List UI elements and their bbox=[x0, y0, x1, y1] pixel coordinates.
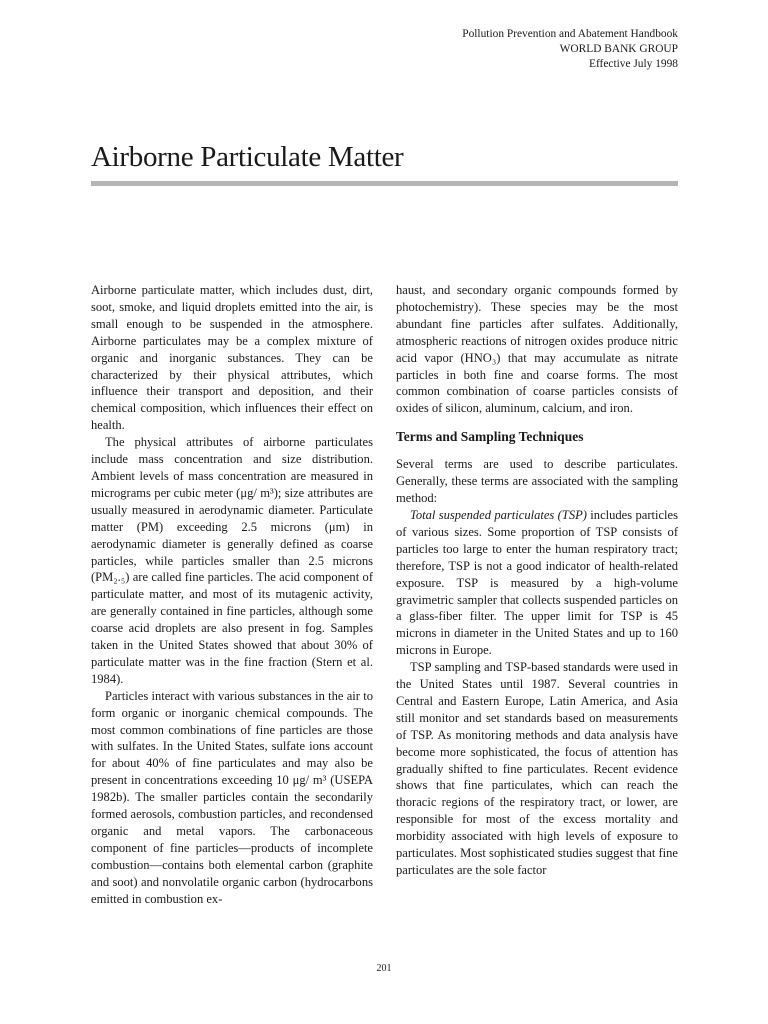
page-title: Airborne Particulate Matter bbox=[91, 141, 404, 173]
title-rule bbox=[91, 181, 678, 186]
page-number: 201 bbox=[376, 963, 392, 974]
term: Total suspended particulates (TSP) bbox=[410, 507, 587, 522]
handbook-title: Pollution Prevention and Abatement Handbook bbox=[462, 28, 678, 40]
paragraph: Particles interact with various substances in the air to form organic or inorganic chemical compounds. The most common combinations of fine particles are those with sulfates. In the United States, sulfate ions account for about 40% of fine particulates and may also be present in concentrations exceeding 10 μg/ m³ (USEPA 1982b). The smaller particles contain the secondarily formed aerosols, combustion particles, and recondensed organic and metal vapors. The carbonaceous component of fine particles—products of incomplete combustion—contains both elemental carbon (graphite and soot) and nonvolatile organic carbon (hydrocarbons emitted in combustion ex- bbox=[91, 688, 373, 906]
running-header bbox=[278, 27, 678, 72]
paragraph: The physical attributes of airborne particulates include mass concentration and size distribution. Ambient levels of mass concentration are measured in micrograms per cubic meter (μg/ m³); size attributes are usually measured in aerodynamic diameter. Particulate matter (PM) exceeding 2.5 microns (μm) in aerodynamic diameter is generally defined as coarse particles, while particles smaller than 2.5 microns (PM₂.₅) are called fine particles. The acid component of particulate matter, and most of its mutagenic activity, are generally contained in fine particles, although some coarse acid droplets are also present in fog. Samples taken in the United States showed that about 30% of particulate matter was in the fine fraction (Stern et al. 1984). bbox=[91, 435, 373, 686]
spacer bbox=[396, 417, 678, 428]
effective-date: Effective July 1998 bbox=[589, 58, 678, 70]
term-definition: includes particles of various sizes. Some proportion of TSP consists of particles too large to enter the human respiratory tract; therefore, TSP is not a good indicator of health-related exposure. TSP is measured by a high-volume gravimetric sampler that collects suspended particles on a glass-fiber filter. The upper limit for TSP is 45 microns in diameter in the United States and up to 160 microns in Europe. bbox=[396, 507, 678, 658]
paragraph: Several terms are used to describe particulates. Generally, these terms are associated with the sampling method: bbox=[396, 457, 678, 506]
paragraph bbox=[396, 507, 678, 659]
paragraph: haust, and secondary organic compounds formed by photochemistry). These species may be the most abundant fine particles after sulfates. Additionally, atmospheric reactions of nitrogen oxides produce nitric acid vapor (HNO₃) that may accumulate as nitrate particles in both fine and coarse forms. The most common combination of coarse particles consists of oxides of silicon, aluminum, calcium, and iron. bbox=[396, 283, 678, 416]
right-column bbox=[396, 282, 678, 879]
spacer bbox=[396, 445, 678, 456]
left-column bbox=[91, 282, 373, 908]
paragraph: TSP sampling and TSP-based standards were used in the United States until 1987. Several countries in Central and Eastern Europe, Latin America, and Asia still monitor and set standards based on measurements of TSP. As monitoring methods and data analysis have become more sophisticated, the focus of attention has gradually shifted to fine particulates. Recent evidence shows that fine particulates, which can reach the thoracic regions of the respiratory tract, or lower, are responsible for most of the excess mortality and morbidity associated with high levels of exposure to particulates. Most sophisticated studies suggest that fine particulates are the sole factor bbox=[396, 660, 678, 877]
section-heading: Terms and Sampling Techniques bbox=[396, 429, 584, 445]
paragraph: Airborne particulate matter, which includes dust, dirt, soot, smoke, and liquid droplets emitted into the air, is small enough to be suspended in the atmosphere. Airborne particulates may be a complex mixture of organic and inorganic substances. They can be characterized by their physical attributes, which influence their transport and deposition, and their chemical composition, which influences their effect on health. bbox=[91, 283, 373, 433]
publisher-name: WORLD BANK GROUP bbox=[559, 43, 678, 55]
